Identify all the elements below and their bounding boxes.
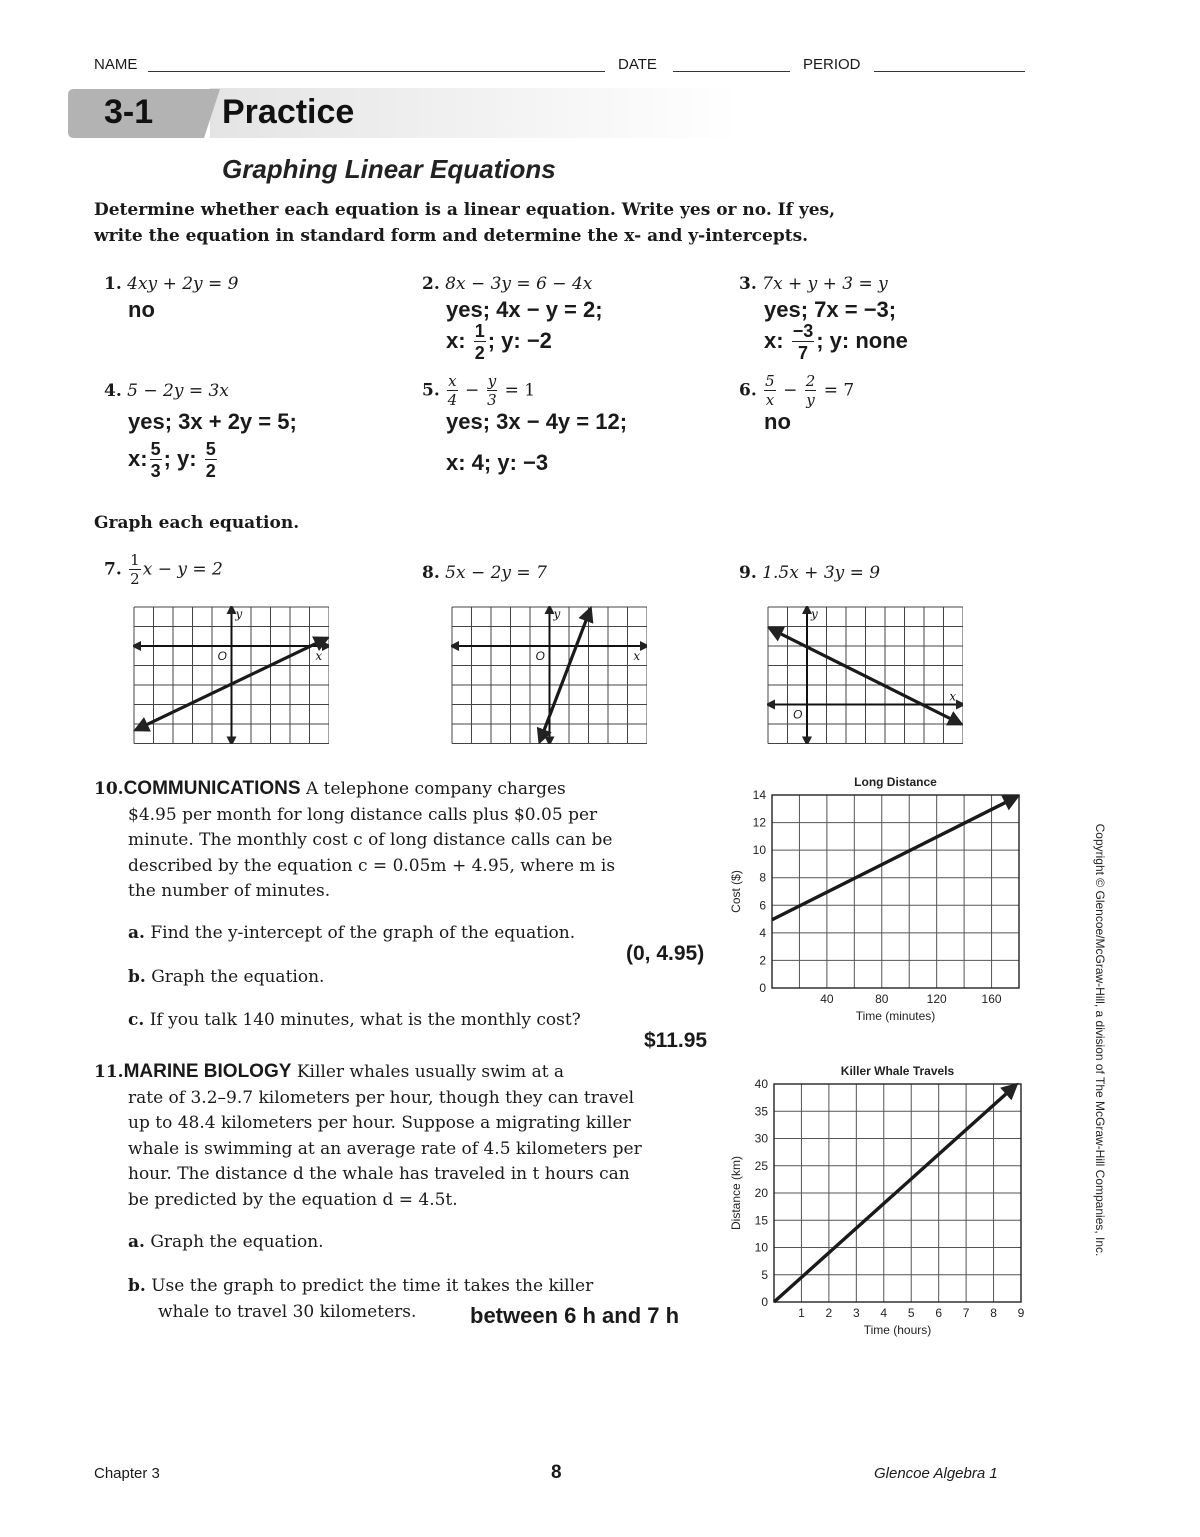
x-tick-label: 8 xyxy=(990,1306,997,1320)
x-tick-label: 120 xyxy=(926,992,947,1006)
problem-number: 11. xyxy=(94,1062,124,1082)
part-label: a. xyxy=(128,923,145,943)
y-axis-label: y xyxy=(553,607,561,621)
problem-2 xyxy=(422,274,592,294)
part-10b xyxy=(128,965,324,991)
numerator: x xyxy=(448,372,457,390)
equation: 7x + y + 3 = y xyxy=(762,274,888,294)
problem-number: 8. xyxy=(422,563,440,583)
y-tick-label: 0 xyxy=(759,981,766,995)
part-text: If you talk 140 minutes, what is the monthly cost? xyxy=(149,1010,581,1030)
answer-4: yes; 3x + 2y = 5; xyxy=(128,409,297,434)
x-tick-label: 7 xyxy=(962,1306,970,1320)
chart-title: Long Distance xyxy=(854,775,937,789)
y-tick-label: 25 xyxy=(754,1158,768,1173)
instructions-line-1: Determine whether each equation is a linear equation. Write yes or no. If yes, xyxy=(94,200,836,220)
text-line: rate of 3.2–9.7 kilometers per hour, though they can travel xyxy=(128,1087,635,1108)
problem-10 xyxy=(94,776,704,905)
graph-9 xyxy=(767,606,963,744)
y-intercept-fraction xyxy=(205,440,217,480)
part-label: c. xyxy=(128,1010,145,1030)
problem-number: 4. xyxy=(104,381,122,401)
problem-1 xyxy=(104,274,239,294)
numerator: 1 xyxy=(130,551,140,569)
part-label: b. xyxy=(128,967,146,987)
denominator: 2 xyxy=(205,461,216,481)
problem-number: 9. xyxy=(739,563,757,583)
page-title: Practice xyxy=(222,93,355,131)
long-distance-chart xyxy=(718,768,1038,1030)
y-tick-label: 2 xyxy=(759,953,766,968)
text-line: be predicted by the equation d = 4.5t. xyxy=(128,1189,458,1210)
y-tick-label: 4 xyxy=(759,925,766,940)
chart-title: Killer Whale Travels xyxy=(840,1064,955,1078)
part-11b xyxy=(128,1274,593,1300)
x-axis-label: x xyxy=(315,649,323,663)
fraction-x-over-4 xyxy=(447,374,457,408)
x-tick-label: 1 xyxy=(798,1306,805,1320)
fraction-5-over-x xyxy=(764,374,776,408)
y-label: ; y: xyxy=(163,445,197,471)
part-label: b. xyxy=(128,1276,146,1296)
y-tick-label: 35 xyxy=(754,1104,768,1119)
y-axis-title: Cost ($) xyxy=(729,870,743,913)
coefficient-fraction xyxy=(129,553,141,587)
text-line: minute. The monthly cost c of long distance calls can be xyxy=(128,830,613,850)
copyright-notice: Copyright © Glencoe/McGraw-Hill, a division of The McGraw-Hill Companies, Inc. xyxy=(1093,823,1107,1257)
right-hand-side: = 1 xyxy=(504,380,536,401)
problem-7 xyxy=(104,553,223,587)
x-axis-label: x xyxy=(949,689,957,704)
x-axis-title: Time (minutes) xyxy=(855,1009,936,1023)
y-tick-label: 30 xyxy=(754,1131,768,1146)
text-line: Killer whales usually swim at a xyxy=(296,1062,565,1082)
x-label: x: xyxy=(446,327,466,353)
denominator: 3 xyxy=(150,461,161,481)
y-tick-label: 10 xyxy=(752,843,766,858)
x-tick-label: 4 xyxy=(880,1306,888,1320)
equation: x − y = 2 xyxy=(142,559,223,580)
instructions-line-2: write the equation in standard form and determine the x- and y-intercepts. xyxy=(94,226,809,246)
numerator: y xyxy=(487,372,497,390)
problem-number: 10. xyxy=(94,779,124,799)
answer-5: yes; 3x − 4y = 12; xyxy=(446,409,628,434)
part-label: a. xyxy=(128,1232,145,1252)
problem-11 xyxy=(94,1059,724,1213)
period-label: PERIOD xyxy=(803,56,861,73)
part-11a xyxy=(128,1230,324,1256)
series-line xyxy=(772,797,1017,920)
y-tick-label: 8 xyxy=(759,870,766,885)
fraction-2-over-y xyxy=(805,374,817,408)
text-line: up to 48.4 kilometers per hour. Suppose a migrating killer xyxy=(128,1113,631,1133)
problem-6 xyxy=(739,374,854,408)
answer-2-intercepts xyxy=(446,322,552,362)
x-tick-label: 40 xyxy=(820,992,834,1006)
problem-number: 6. xyxy=(739,380,757,401)
page-number: 8 xyxy=(551,1462,562,1483)
numerator: 5 xyxy=(765,372,775,390)
x-intercept-fraction xyxy=(474,322,486,362)
equation: 5 − 2y = 3x xyxy=(127,381,229,401)
x-tick-label: 2 xyxy=(825,1306,833,1320)
text-line: the number of minutes. xyxy=(128,881,331,901)
plot-border xyxy=(772,795,1019,988)
problem-number: 7. xyxy=(104,559,122,580)
problem-topic: MARINE BIOLOGY xyxy=(123,1061,292,1082)
part-11b-line-2: whale to travel 30 kilometers. xyxy=(158,1302,417,1322)
part-text: Graph the equation. xyxy=(151,967,325,987)
x-label: x: xyxy=(764,327,784,353)
part-10c xyxy=(128,1008,581,1034)
fraction-y-over-3 xyxy=(487,374,497,408)
denominator: 2 xyxy=(130,570,140,588)
answer-3-intercepts xyxy=(764,322,908,362)
problem-topic: COMMUNICATIONS xyxy=(123,778,301,799)
text-line: $4.95 per month for long distance calls plus $0.05 per xyxy=(128,804,598,825)
x-intercept-fraction xyxy=(150,440,162,480)
y-axis-label: y xyxy=(235,607,243,621)
problem-number: 2. xyxy=(422,274,440,294)
problem-9 xyxy=(739,563,880,583)
minus-sign: − xyxy=(783,380,798,401)
x-tick-label: 9 xyxy=(1017,1306,1025,1320)
equation: 5x − 2y = 7 xyxy=(445,563,547,583)
problem-number: 1. xyxy=(104,274,122,294)
y-tick-label: 12 xyxy=(752,815,766,830)
x-tick-label: 6 xyxy=(935,1306,943,1320)
problem-4 xyxy=(104,381,229,401)
name-label: NAME xyxy=(94,56,138,73)
page-subtitle: Graphing Linear Equations xyxy=(222,154,556,184)
denominator: x xyxy=(765,391,775,409)
y-tick-label: 40 xyxy=(754,1077,768,1091)
numerator: 1 xyxy=(474,321,485,341)
answer-1: no xyxy=(128,297,155,322)
numerator: 5 xyxy=(150,439,161,459)
origin-label: O xyxy=(217,649,227,663)
killer-whale-chart xyxy=(718,1056,1038,1348)
answer-10c: $11.95 xyxy=(644,1029,708,1052)
text-line: hour. The distance d the whale has traveled in t hours can xyxy=(128,1164,630,1184)
x-label: x: xyxy=(128,445,148,471)
graph-heading: Graph each equation. xyxy=(94,513,300,533)
y-tick-label: 6 xyxy=(759,898,766,913)
numerator: −3 xyxy=(792,321,814,341)
denominator: 4 xyxy=(447,391,458,409)
graph-7 xyxy=(133,606,329,744)
equation: 4xy + 2y = 9 xyxy=(127,274,239,294)
x-tick-label: 80 xyxy=(875,992,889,1006)
numerator: 2 xyxy=(805,372,816,390)
date-label: DATE xyxy=(618,56,657,73)
problem-3 xyxy=(739,274,888,294)
footer-chapter: Chapter 3 xyxy=(94,1465,160,1482)
origin-label: O xyxy=(535,649,545,663)
problem-8 xyxy=(422,563,547,583)
problem-5 xyxy=(422,374,535,408)
footer-book: Glencoe Algebra 1 xyxy=(874,1465,998,1482)
right-hand-side: = 7 xyxy=(823,380,855,401)
answer-2: yes; 4x − y = 2; xyxy=(446,297,603,322)
y-axis-title: Distance (km) xyxy=(729,1155,743,1231)
x-tick-label: 160 xyxy=(981,992,1002,1006)
x-tick-label: 5 xyxy=(907,1306,915,1320)
lesson-banner xyxy=(60,84,740,150)
origin-label: O xyxy=(793,707,803,722)
lesson-number: 3-1 xyxy=(104,93,154,131)
equation: 1.5x + 3y = 9 xyxy=(762,563,881,583)
name-line xyxy=(148,71,605,72)
answer-10a: (0, 4.95) xyxy=(626,942,705,965)
graph-line xyxy=(540,609,591,742)
answer-4-intercepts xyxy=(128,440,219,480)
graph-8 xyxy=(451,606,647,744)
y-tick-label: 5 xyxy=(761,1267,768,1282)
x-intercept-fraction xyxy=(792,322,815,362)
part-text: Find the y-intercept of the graph of the equation. xyxy=(150,923,576,943)
text-line: A telephone company charges xyxy=(305,779,566,799)
y-tick-label: 15 xyxy=(754,1213,768,1228)
denominator: 3 xyxy=(487,391,497,409)
y-intercept: ; y: −2 xyxy=(487,327,552,353)
denominator: 7 xyxy=(797,343,808,363)
answer-5-intercepts: x: 4; y: −3 xyxy=(446,450,549,475)
y-tick-label: 0 xyxy=(761,1295,768,1309)
equation: 8x − 3y = 6 − 4x xyxy=(445,274,593,294)
answer-6: no xyxy=(764,409,791,434)
problem-number: 5. xyxy=(422,380,440,401)
answer-11b: between 6 h and 7 h xyxy=(470,1303,680,1328)
part-text: Graph the equation. xyxy=(150,1232,324,1252)
text-line: whale is swimming at an average rate of 4.5 kilometers per xyxy=(128,1138,642,1159)
denominator: 2 xyxy=(474,343,485,363)
x-tick-label: 3 xyxy=(852,1306,860,1320)
minus-sign: − xyxy=(465,380,480,401)
problem-number: 3. xyxy=(739,274,757,294)
answer-3: yes; 7x = −3; xyxy=(764,297,897,322)
y-tick-label: 10 xyxy=(754,1240,768,1255)
date-line xyxy=(673,71,790,72)
y-tick-label: 20 xyxy=(754,1186,768,1200)
x-axis-title: Time (hours) xyxy=(863,1323,932,1337)
period-line xyxy=(874,71,1025,72)
denominator: y xyxy=(806,391,815,409)
numerator: 5 xyxy=(205,439,216,459)
y-axis-label: y xyxy=(811,607,818,621)
part-10a xyxy=(128,921,575,947)
part-text: Use the graph to predict the time it takes the killer xyxy=(151,1276,594,1296)
x-axis-label: x xyxy=(633,649,641,663)
y-intercept: ; y: none xyxy=(816,327,908,353)
text-line: described by the equation c = 0.05m + 4.95, where m is xyxy=(128,855,616,876)
y-tick-label: 14 xyxy=(752,788,766,802)
